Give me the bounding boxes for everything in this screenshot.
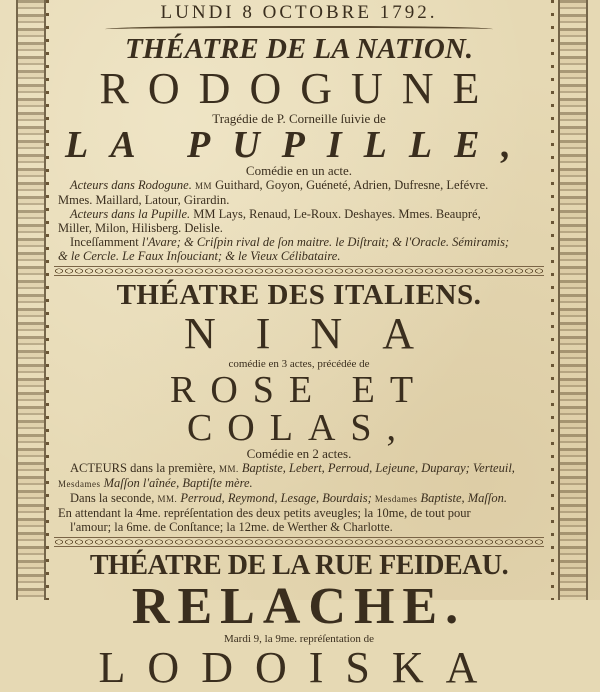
playbill <box>50 0 548 690</box>
play-title: LA PUPILLE, <box>65 124 533 166</box>
left-ornamental-border <box>16 0 46 600</box>
left-dotted-rule <box>46 0 49 600</box>
cast-label: ACTEURS <box>70 461 127 475</box>
theatre-heading: THÉATRE DE LA NATION. <box>124 33 474 65</box>
cast-prefix: MM. <box>218 464 239 474</box>
upcoming-plays: l'amour; la 6me. de Conſtance; la 12me. de Werther & Charlotte. <box>70 520 393 534</box>
play-description: Comédie en 2 actes. <box>246 446 352 461</box>
upcoming-plays: & le Cercle. Le Faux Inſouciant; & le Vieux Célibataire. <box>58 249 341 263</box>
cast-intro: Dans la seconde, <box>70 491 155 505</box>
section-theatre-des-italiens <box>50 279 548 534</box>
play-title: NINA <box>184 309 454 358</box>
cast-names: Guithard, Goyon, Guéneté, Adrien, Dufresne, Lefévre. <box>215 178 489 192</box>
cast-prefix: Mesdames <box>58 479 101 489</box>
cast-names: Baptiste, Lebert, Perroud, Lejeune, Duparay; Verteuil, <box>241 461 515 475</box>
play-title: ROSE ET COLAS, <box>169 369 429 449</box>
theatre-heading: THÉATRE DES ITALIENS. <box>116 279 482 311</box>
cast-list <box>50 461 548 534</box>
chain-divider <box>54 266 544 276</box>
play-description: Comédie en un acte. <box>245 163 353 178</box>
cast-names: Perroud, Reymond, Lesage, Bourdais; <box>180 491 372 505</box>
cast-prefix: Mesdames <box>374 494 418 504</box>
upcoming-label: Inceſſamment <box>70 235 139 249</box>
section-theatre-de-la-nation <box>50 34 548 263</box>
play-description: comédie en 3 actes, précédée de <box>228 358 370 370</box>
cast-prefix: MM. <box>157 494 178 504</box>
status-relache: RELACHE. <box>131 578 467 635</box>
cast-names: MM Lays, Renaud, Le-Roux. Deshayes. Mmes. Beaupré, <box>193 207 481 221</box>
theatre-heading: THÉATRE DE LA RUE FEIDEAU. <box>89 550 509 581</box>
playbill-date: LUNDI 8 OCTOBRE 1792. <box>160 2 438 23</box>
cast-names: Miller, Milon, Hilisberg. Delisle. <box>58 221 223 235</box>
play-title: RODOGUNE <box>99 64 499 113</box>
section-theatre-rue-feideau <box>50 550 548 690</box>
cast-label: Acteurs dans la Pupille. <box>70 207 191 221</box>
next-performance-desc: Mardi 9, la 9me. repréſentation de <box>224 633 374 645</box>
cast-intro: dans la première, <box>130 461 216 475</box>
upcoming-plays: l'Avare; & Criſpin rival de ſon maitre. le Diſtrait; & l'Oracle. Sémiramis; <box>141 235 510 249</box>
cast-prefix: MM <box>194 181 212 191</box>
cast-names: Baptiste, Maſſon. <box>420 491 507 505</box>
cast-names: Maſſon l'aînée, Baptiſte mère. <box>103 476 253 490</box>
upcoming-plays: En attendant la 4me. repréſentation des deux petits aveugles; la 10me, de tout pour <box>58 506 471 520</box>
chain-divider <box>54 537 544 547</box>
cast-names: Mmes. Maillard, Latour, Girardin. <box>58 193 230 207</box>
cast-list <box>50 178 548 263</box>
right-ornamental-border <box>558 0 588 600</box>
right-dotted-rule <box>551 0 554 600</box>
cast-label: Acteurs dans Rodogune. <box>70 178 192 192</box>
play-title: LODOISKA <box>98 643 500 692</box>
play-description: Tragédie de P. Corneille ſuivie de <box>212 111 386 126</box>
